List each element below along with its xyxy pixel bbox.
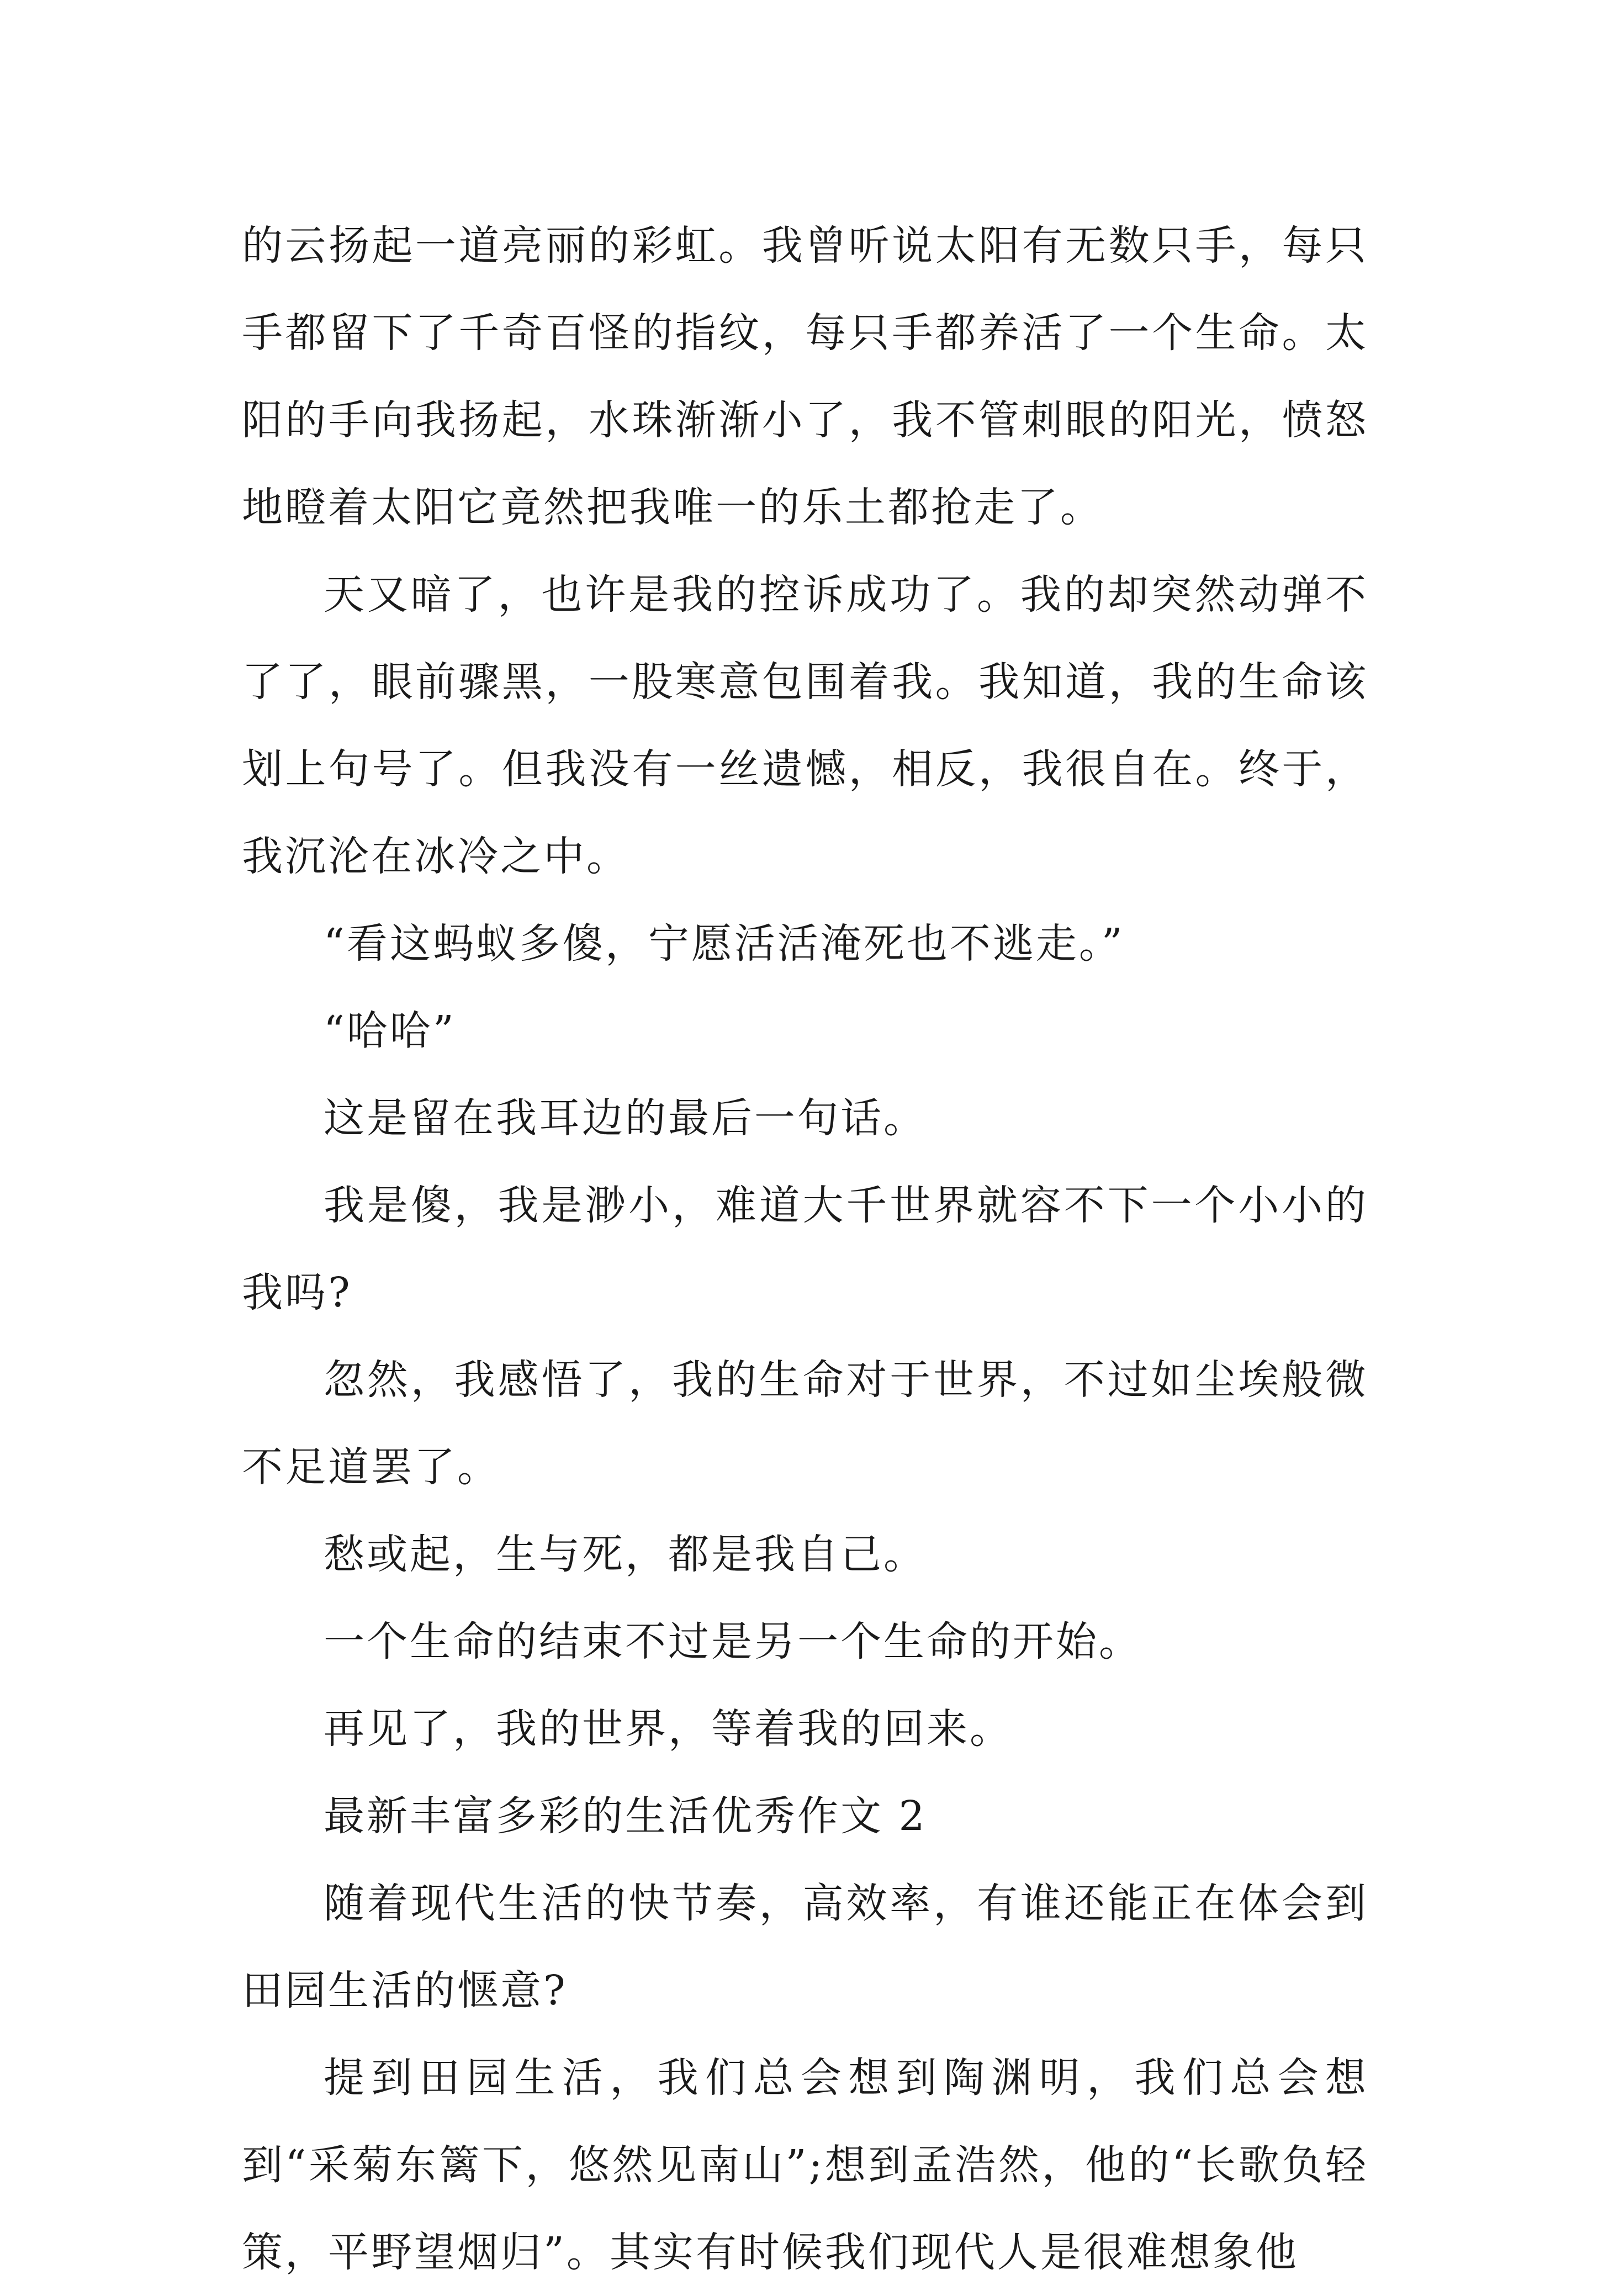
paragraph: 一个生命的结束不过是另一个生命的开始。 (324, 1618, 1142, 1665)
paragraph: 再见了，我的世界，等着我的回来。 (324, 1705, 1013, 1753)
paragraph: 我是傻，我是渺小，难道大千世界就容不下一个小小的我吗? (242, 1182, 1368, 1316)
document-body (242, 202, 1368, 2296)
paragraph: 的云扬起一道亮丽的彩虹。我曾听说太阳有无数只手，每只手都留下了千奇百怪的指纹，每只手都养活了一个生命。太阳的手向我扬起，水珠渐渐小了，我不管刺眼的阳光，愤怒地瞪着太阳它竟然把我唯一的乐土都抢走了。 (242, 222, 1368, 531)
paragraph: 忽然，我感悟了，我的生命对于世界，不过如尘埃般微不足道罢了。 (242, 1356, 1368, 1491)
quote-paragraph: “哈哈” (324, 1007, 456, 1055)
quote-paragraph: “看这蚂蚁多傻，宁愿活活淹死也不逃走。” (324, 920, 1125, 967)
paragraph: 提到田园生活，我们总会想到陶渊明，我们总会想到“采菊东篱下，悠然见南山”;想到孟浩然，他的“长歌负轻策，平野望烟归”。其实有时候我们现代人是很难想象他 (242, 2054, 1368, 2276)
section-heading: 最新丰富多彩的生活优秀作文 2 (324, 1792, 927, 1840)
paragraph: 愁或起，生与死，都是我自己。 (324, 1531, 927, 1578)
paragraph: 这是留在我耳边的最后一句话。 (324, 1094, 927, 1142)
paragraph: 随着现代生活的快节奏，高效率，有谁还能正在体会到田园生活的惬意? (242, 1880, 1368, 2014)
paragraph: 天又暗了，也许是我的控诉成功了。我的却突然动弹不了了，眼前骤黑，一股寒意包围着我。我知道，我的生命该划上句号了。但我没有一丝遗憾，相反，我很自在。终于，我沉沦在冰冷之中。 (242, 571, 1368, 880)
